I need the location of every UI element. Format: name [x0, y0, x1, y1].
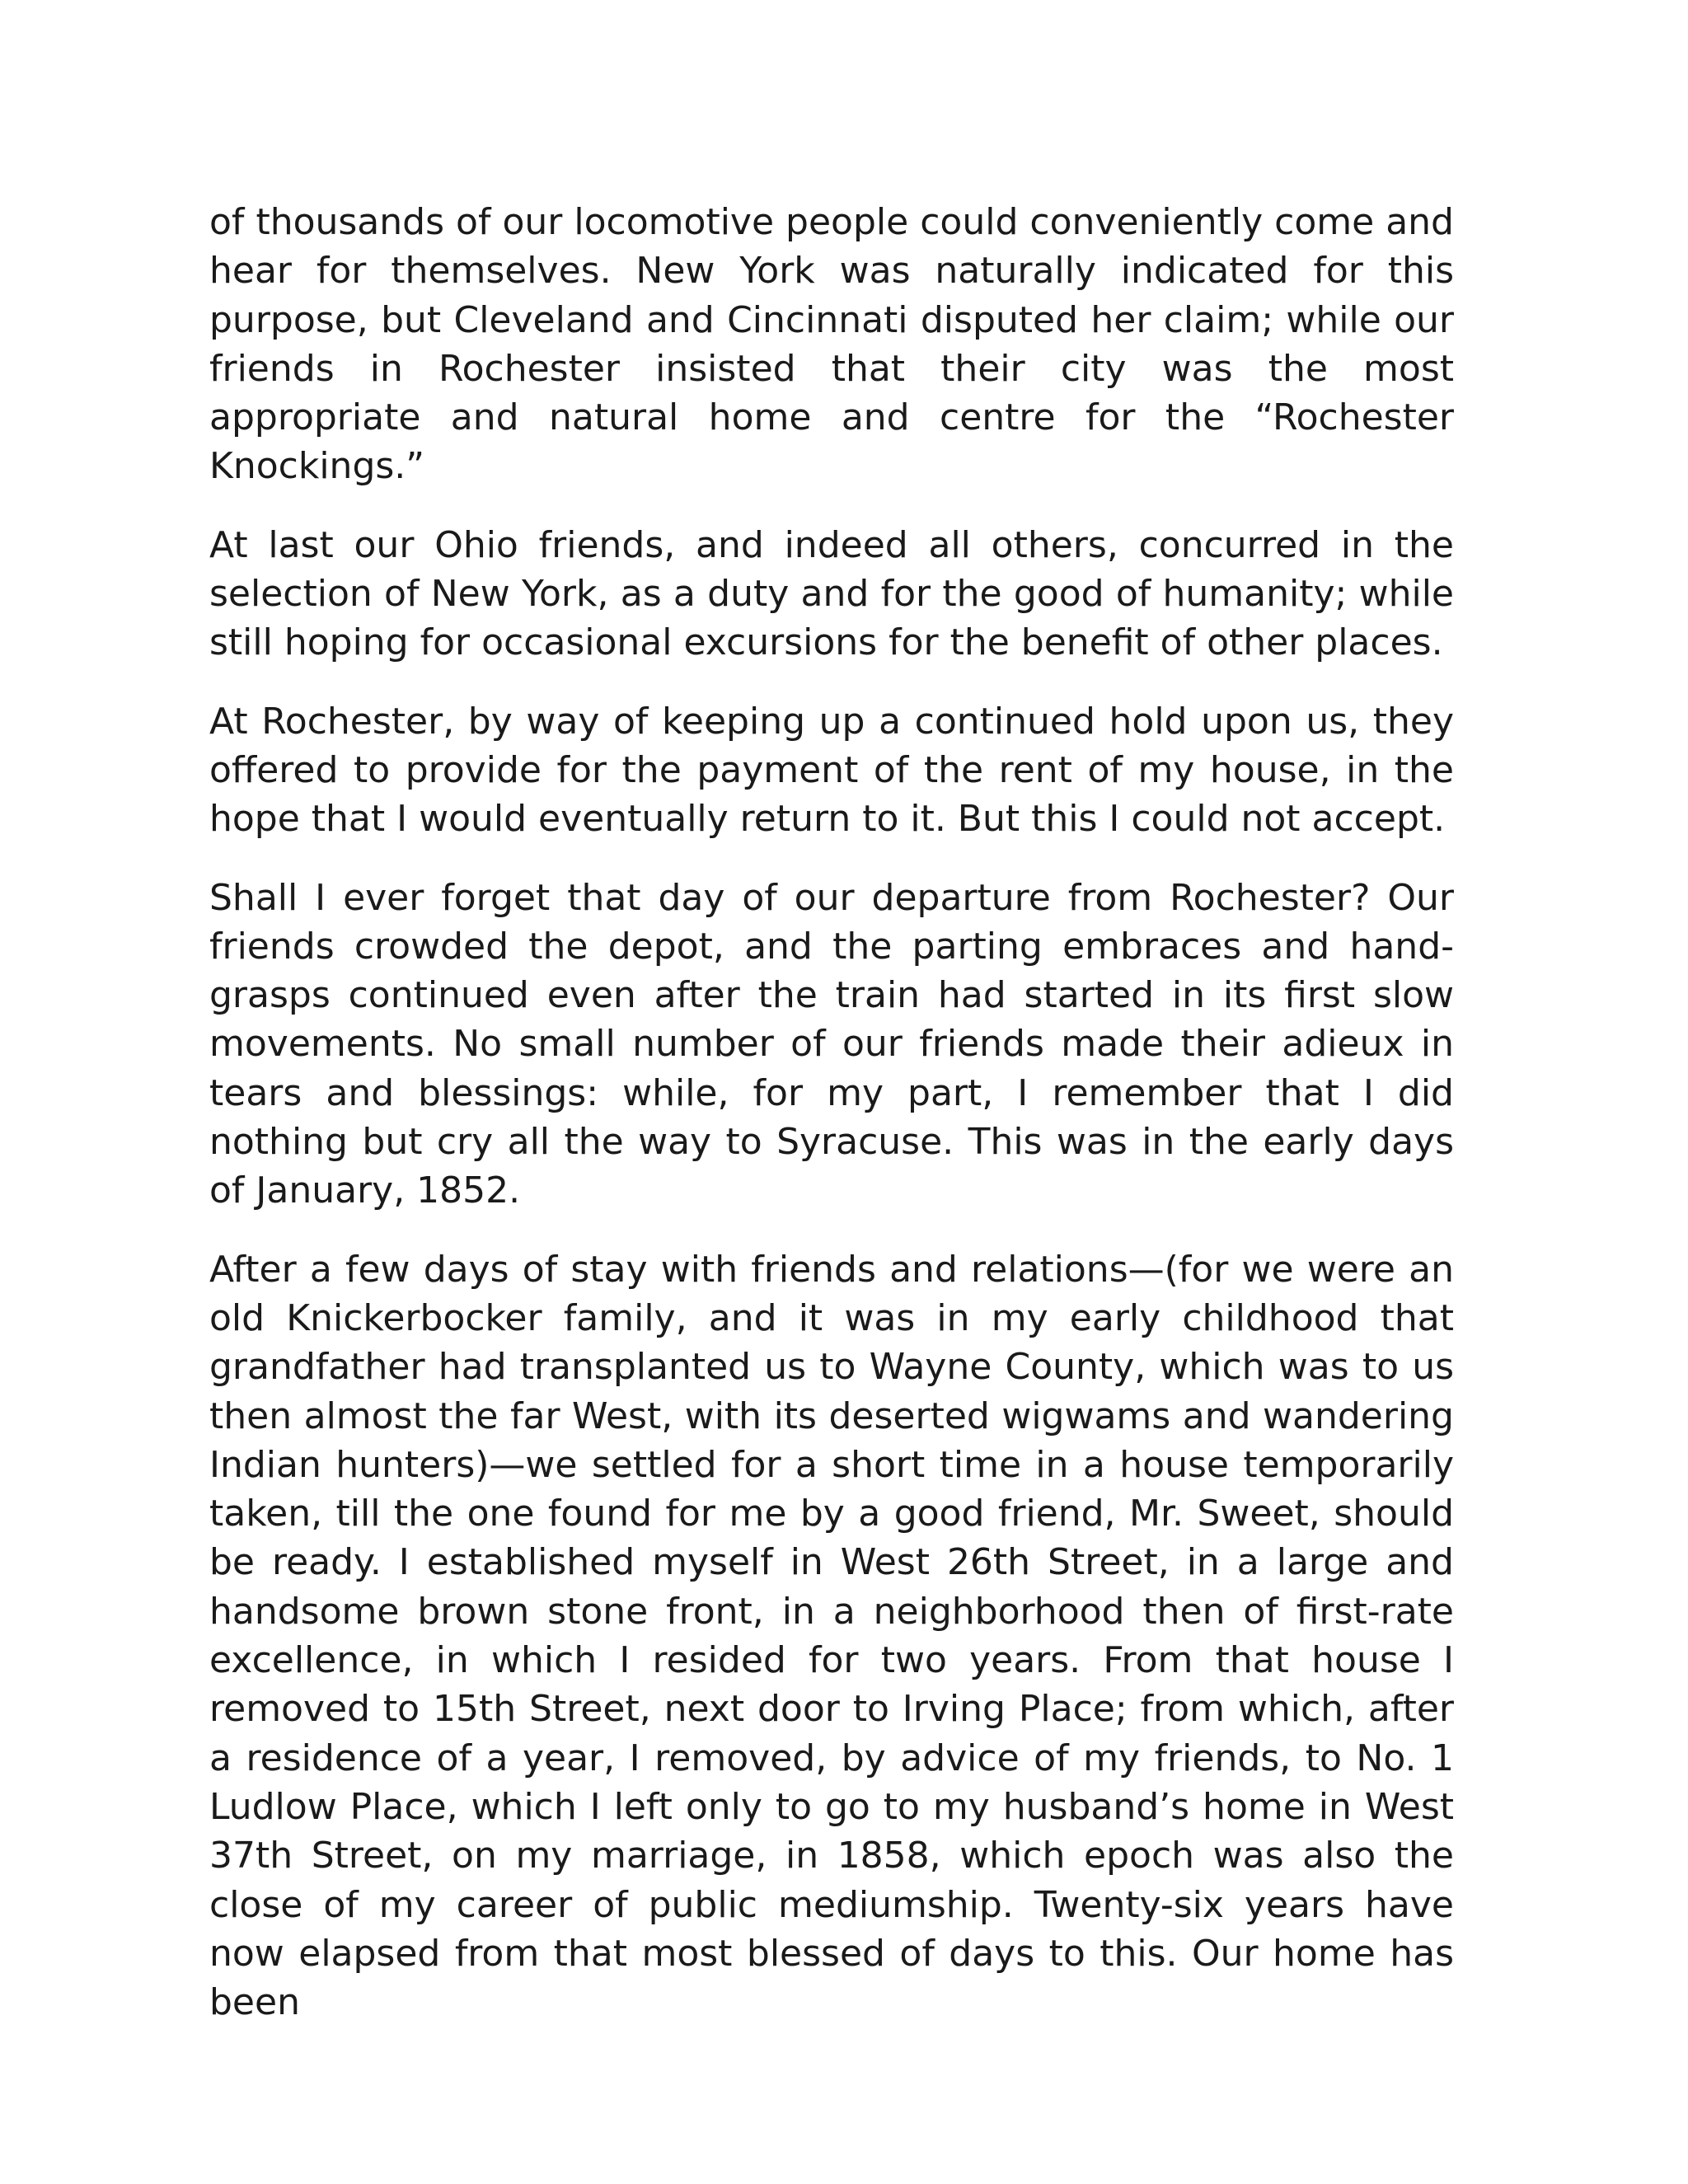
- paragraph-5: After a few days of stay with friends and relations—(for we were an old Knickerbocker family, and it was in my early childhood that grandfather had transplanted us to Wayne County, which was to us then almost the far West, with its deserted wigwams and wandering Indian hunters)—we settled for a short time in a house temporarily taken, till the one found for me by a good friend, Mr. Sweet, should be ready. I established myself in West 26th Street, in a large and handsome brown stone front, in a neighborhood then of first-rate excellence, in which I resided for two years. From that house I removed to 15th Street, next door to Irving Place; from which, after a residence of a year, I removed, by advice of my friends, to No. 1 Ludlow Place, which I left only to go to my husband’s home in West 37th Street, on my marriage, in 1858, which epoch was also the close of my career of public mediumship. Twenty-six years have now elapsed from that most blessed of days to this. Our home has been: [209, 1248, 1454, 2024]
- paragraph-4: Shall I ever forget that day of our departure from Rochester? Our friends crowded the depot, and the parting embraces and hand-grasps continued even after the train had started in its first slow movements. No small number of our friends made their adieux in tears and blessings: while, for my part, I remember that I did nothing but cry all the way to Syracuse. This was in the early days of January, 1852.: [209, 876, 1454, 1212]
- paragraph-2: At last our Ohio friends, and indeed all others, concurred in the selection of New York, as a duty and for the good of humanity; while still hoping for occasional excursions for the benefit of other places.: [209, 523, 1454, 664]
- paragraph-1: of thousands of our locomotive people could conveniently come and hear for themselves. New York was naturally indicated for this purpose, but Cleveland and Cincinnati disputed her claim; while our friends in Rochester insisted that their city was the most appropriate and natural home and centre for the “Rochester Knockings.”: [209, 201, 1454, 488]
- body-text: [209, 198, 1454, 2027]
- paragraph-3: At Rochester, by way of keeping up a continued hold upon us, they offered to provide for the payment of the rent of my house, in the hope that I would eventually return to it. But this I could not accept.: [209, 700, 1454, 841]
